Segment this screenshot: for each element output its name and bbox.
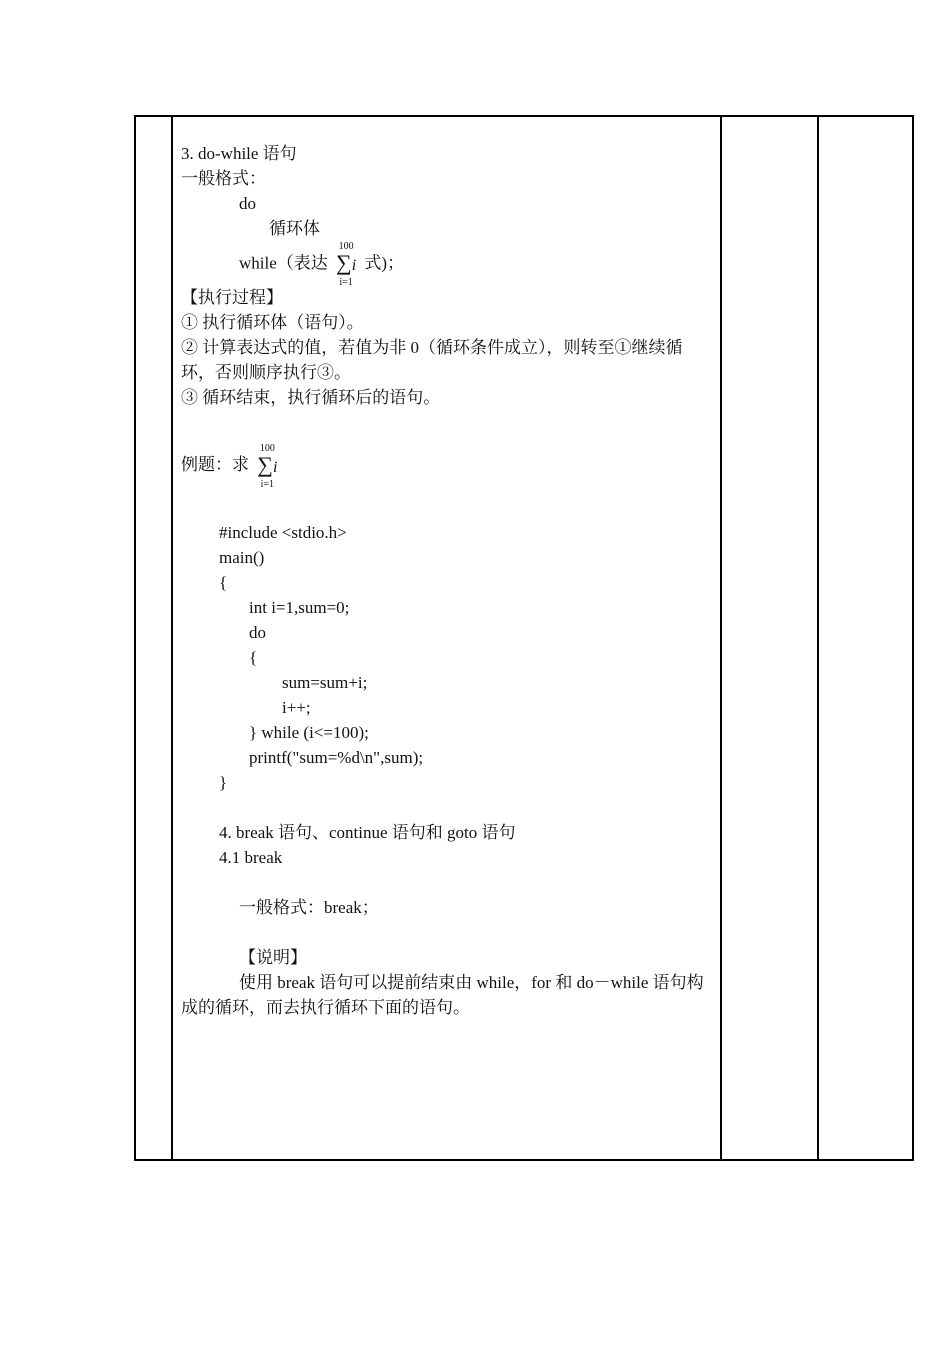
sum-upper: 100 — [338, 241, 354, 252]
code-line: printf("sum=%d\n",sum); — [249, 748, 424, 767]
table-divider — [817, 117, 819, 1159]
code-line: #include <stdio.h> — [219, 523, 347, 542]
code-line: sum=sum+i; — [282, 673, 368, 692]
section-4-title: 4. break 语句、continue 语句和 goto 语句 — [219, 823, 516, 842]
sum-variable: i — [272, 458, 278, 476]
break-format: 一般格式：break； — [239, 898, 379, 917]
note-text: 使用 break 语句可以提前结束由 while，for 和 do－while 语句构成的循环，而去执行循环下面的语句。 — [181, 973, 704, 1017]
sum-variable: i — [351, 257, 357, 274]
table-divider — [720, 117, 722, 1159]
process-step-3: ③ 循环结束，执行循环后的语句。 — [181, 388, 441, 407]
lesson-content — [181, 141, 716, 1020]
while-prefix: while（表达 — [239, 253, 328, 273]
code-line: } while (i<=100); — [249, 723, 369, 742]
example-label: 例题：求 — [181, 455, 249, 474]
summation-formula — [257, 443, 277, 490]
sigma-symbol: ∑ — [336, 250, 352, 275]
code-line: } — [219, 773, 228, 792]
code-line: main() — [219, 548, 265, 567]
code-line: { — [249, 648, 258, 667]
code-line: { — [219, 573, 228, 592]
code-line: i++; — [282, 698, 311, 717]
format-label: 一般格式： — [181, 169, 266, 188]
sum-lower: i=1 — [339, 277, 353, 288]
table-divider — [171, 117, 173, 1159]
sum-lower: i=1 — [260, 478, 275, 490]
sigma-symbol: ∑ — [257, 451, 273, 477]
code-line: int i=1,sum=0; — [249, 598, 350, 617]
process-title: 【执行过程】 — [181, 288, 283, 307]
example-line — [181, 435, 716, 495]
process-step-2: ② 计算表达式的值，若值为非 0（循环条件成立），则转至①继续循环，否则顺序执行③。 — [181, 338, 683, 382]
code-line: do — [249, 623, 266, 642]
sum-upper: 100 — [259, 442, 275, 454]
while-line — [181, 241, 716, 288]
section-title: 3. do-while 语句 — [181, 144, 297, 163]
process-step-1: ① 执行循环体（语句）。 — [181, 313, 364, 332]
summation-formula — [336, 241, 356, 288]
section-4-1-title: 4.1 break — [219, 848, 283, 867]
while-suffix: 式)； — [364, 253, 405, 273]
loop-body: 循环体 — [269, 219, 320, 238]
note-title: 【说明】 — [239, 948, 307, 967]
do-keyword: do — [239, 194, 256, 213]
